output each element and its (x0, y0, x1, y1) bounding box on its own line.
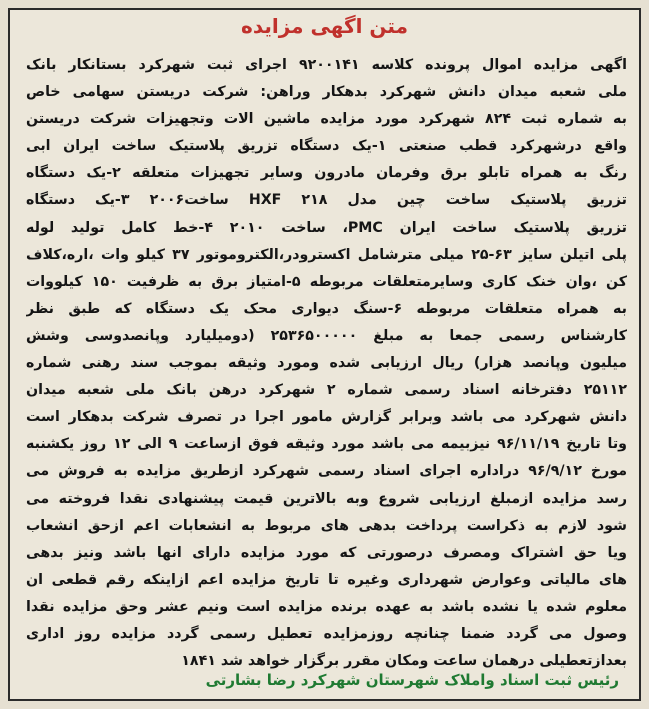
notice-line: ۲۵۱۱۲ دفترخانه اسناد رسمی شماره ۲ شهرکرد درهن بانک ملی شعبه میدان (26, 382, 627, 399)
notice-line: ویا حق اشتراک ومصرف درصورتی که مورد مزایده دارای انها باشد ونیز بدهی (26, 544, 627, 561)
notice-line: دانش شهرکرد می باشد وبرابر گزارش مامور اجرا در تصرف شرکت بدهکار است (26, 409, 627, 426)
notice-line: تزریق پلاستیک ساخت ایران PMC، ساخت ۲۰۱۰ ۴-خط کامل تولید لوله (26, 219, 627, 236)
notice-line: های مالیاتی وعوارض شهرداری وغیره تا تاریخ مزایده اعم ازاینکه رقم قطعی ان (26, 571, 627, 588)
notice-body (26, 52, 627, 675)
notice-line: وصول می گردد ضمنا چنانچه روزمزایده تعطیل رسمی گردد مزایده روز اداری (26, 625, 627, 642)
notice-line: وتا تاریخ ۹۶/۱۱/۱۹ نیزبیمه می باشد مورد وثیقه فوق ازساعت ۹ الی ۱۲ روز یکشنبه (26, 436, 627, 453)
notice-line: به همراه متعلقات مربوطه ۶-سنگ دیواری محک یک دستگاه که طبق نظر (26, 300, 627, 317)
notice-line: کارشناس رسمی جمعا به مبلغ ۲۵۳۶۵۰۰۰۰۰ (دومیلیارد وپانصدوسی وشش (26, 327, 627, 344)
notice-title: متن اگهی مزایده (241, 14, 408, 38)
notice-line: ملی شعبه میدان دانش شهرکرد بدهکار وراهن: شرکت دریستن سهامی خاص (26, 84, 627, 101)
notice-line: واقع درشهرکرد قطب صنعتی ۱-یک دستگاه تزریق پلاستیک ساخت ایران ابی (26, 138, 627, 155)
notice-line: تزریق پلاستیک ساخت چین مدل HXF ۲۱۸ ساخت۲۰۰۶ ۳-یک دستگاه (26, 192, 627, 209)
notice-line: به شماره ثبت ۸۲۴ شهرکرد مورد مزایده ماشین الات وتجهیزات شرکت دریستن (26, 111, 627, 128)
notice-line: کن ،وان خنک کاری وسایرمتعلقات مربوطه ۵-امتیاز برق به ظرفیت ۱۵۰ کیلووات (26, 273, 627, 290)
notice-line: معلوم شده یا نشده باشد به عهده برنده مزایده است ونیم عشر وحق مزایده نقدا (26, 598, 627, 615)
notice-line: رنگ به همراه تابلو برق وفرمان مادرون وسایر تجهیزات متعلقه ۲-یک دستگاه (26, 165, 627, 182)
notice-line: شود لازم به ذکراست پرداخت بدهی های مربوط به انشعابات اعم ازحق انشعاب (26, 517, 627, 534)
notice-line: پلی اتیلن سایز ۶۳-۲۵ میلی مترشامل اکسترودر،الکتروموتور ۳۷ کیلو وات ،اره،کلاف (26, 246, 627, 263)
notice-line: اگهی مزایده اموال پرونده کلاسه ۹۲۰۰۱۴۱ اجرای ثبت شهرکرد بستانکار بانک (26, 57, 627, 73)
notice-line: بعدازتعطیلی درهمان ساعت ومکان مقرر برگزار خواهد شد ۱۸۴۱ (181, 653, 627, 670)
notice-signature: رئیس ثبت اسناد واملاک شهرستان شهرکرد رضا بشارتی (205, 671, 619, 689)
notice-line: مورخ ۹۶/۹/۱۲ دراداره اجرای اسناد رسمی شهرکرد ازطریق مزایده به فروش می (26, 463, 627, 480)
notice-line: میلیون وپانصد هزار) ریال ارزیابی شده ومورد وثیقه بموجب سند رهنی شماره (26, 355, 627, 372)
notice-line: رسد مزایده ازمبلغ ارزیابی شروع وبه بالاترین قیمت پیشنهادی نقدا فروخته می (26, 490, 627, 507)
